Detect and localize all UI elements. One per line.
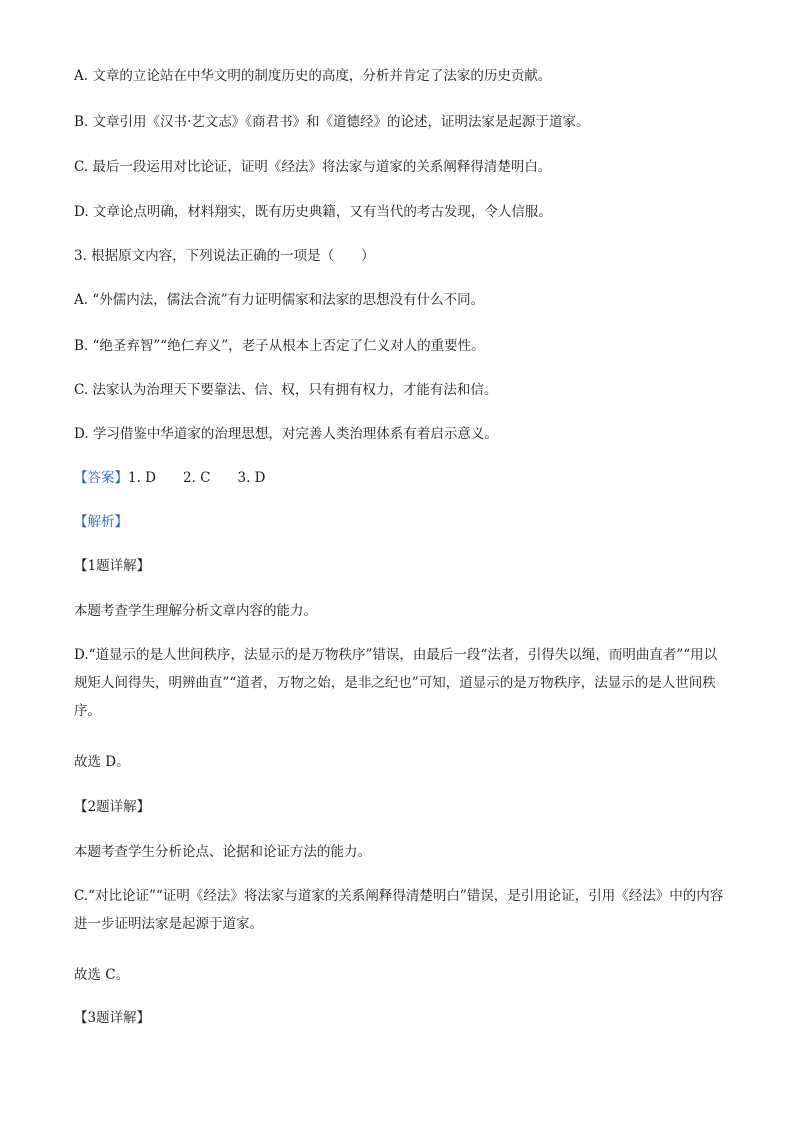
q3-option-b: B. “绝圣弃智”“绝仁弃义”，老子从根本上否定了仁义对人的重要性。 [74, 338, 485, 354]
q3-stem: 3. 根据原文内容，下列说法正确的一项是（ ） [74, 248, 375, 264]
answer-line [74, 468, 724, 488]
detail1-heading: 【1题详解】 [74, 558, 151, 574]
q2-option-c: C. 最后一段运用对比论证，证明《经法》将法家与道家的关系阐释得清楚明白。 [74, 159, 552, 175]
q3-option-c: C. 法家认为治理天下要靠法、信、权，只有拥有权力，才能有法和信。 [74, 382, 498, 398]
detail1-intro: 本题考查学生理解分析文章内容的能力。 [74, 603, 317, 619]
detail2-body: C.“对比论证”“证明《经法》将法家与道家的关系阐释得清楚明白”错误，是引用论证，引用《经法》中的内容进一步证明法家是起源于道家。 [74, 888, 724, 932]
q2-option-d: D. 文章论点明确，材料翔实，既有历史典籍，又有当代的考古发现，令人信服。 [74, 204, 552, 220]
detail1-conclusion: 故选 D。 [74, 754, 130, 770]
detail2-intro: 本题考查学生分析论点、论据和论证方法的能力。 [74, 844, 371, 860]
q2-option-a: A. 文章的立论站在中华文明的制度历史的高度，分析并肯定了法家的历史贡献。 [74, 68, 552, 84]
analysis-label: 【解析】 [74, 514, 128, 530]
answer-label: 【答案】 [74, 470, 128, 486]
detail3-heading: 【3题详解】 [74, 1010, 151, 1026]
detail1-body: D.“道显示的是人世间秩序，法显示的是万物秩序”错误，由最后一段“法者，引得失以绳，而明曲直者”“用以规矩人间得失，明辨曲直”“道者，万物之始，是非之纪也”可知，道显示的是万物秩序，法显示的是人世间秩序。 [74, 647, 718, 719]
detail2-conclusion: 故选 C。 [74, 967, 130, 983]
q2-option-b: B. 文章引用《汉书·艺文志》《商君书》和《道德经》的论述，证明法家是起源于道家。 [74, 114, 590, 130]
q3-option-a: A. “外儒内法，儒法合流”有力证明儒家和法家的思想没有什么不同。 [74, 292, 485, 308]
detail2-heading: 【2题详解】 [74, 799, 151, 815]
q3-option-d: D. 学习借鉴中华道家的治理思想，对完善人类治理体系有着启示意义。 [74, 426, 498, 442]
answer-text: 1. D 2. C 3. D [128, 470, 266, 486]
